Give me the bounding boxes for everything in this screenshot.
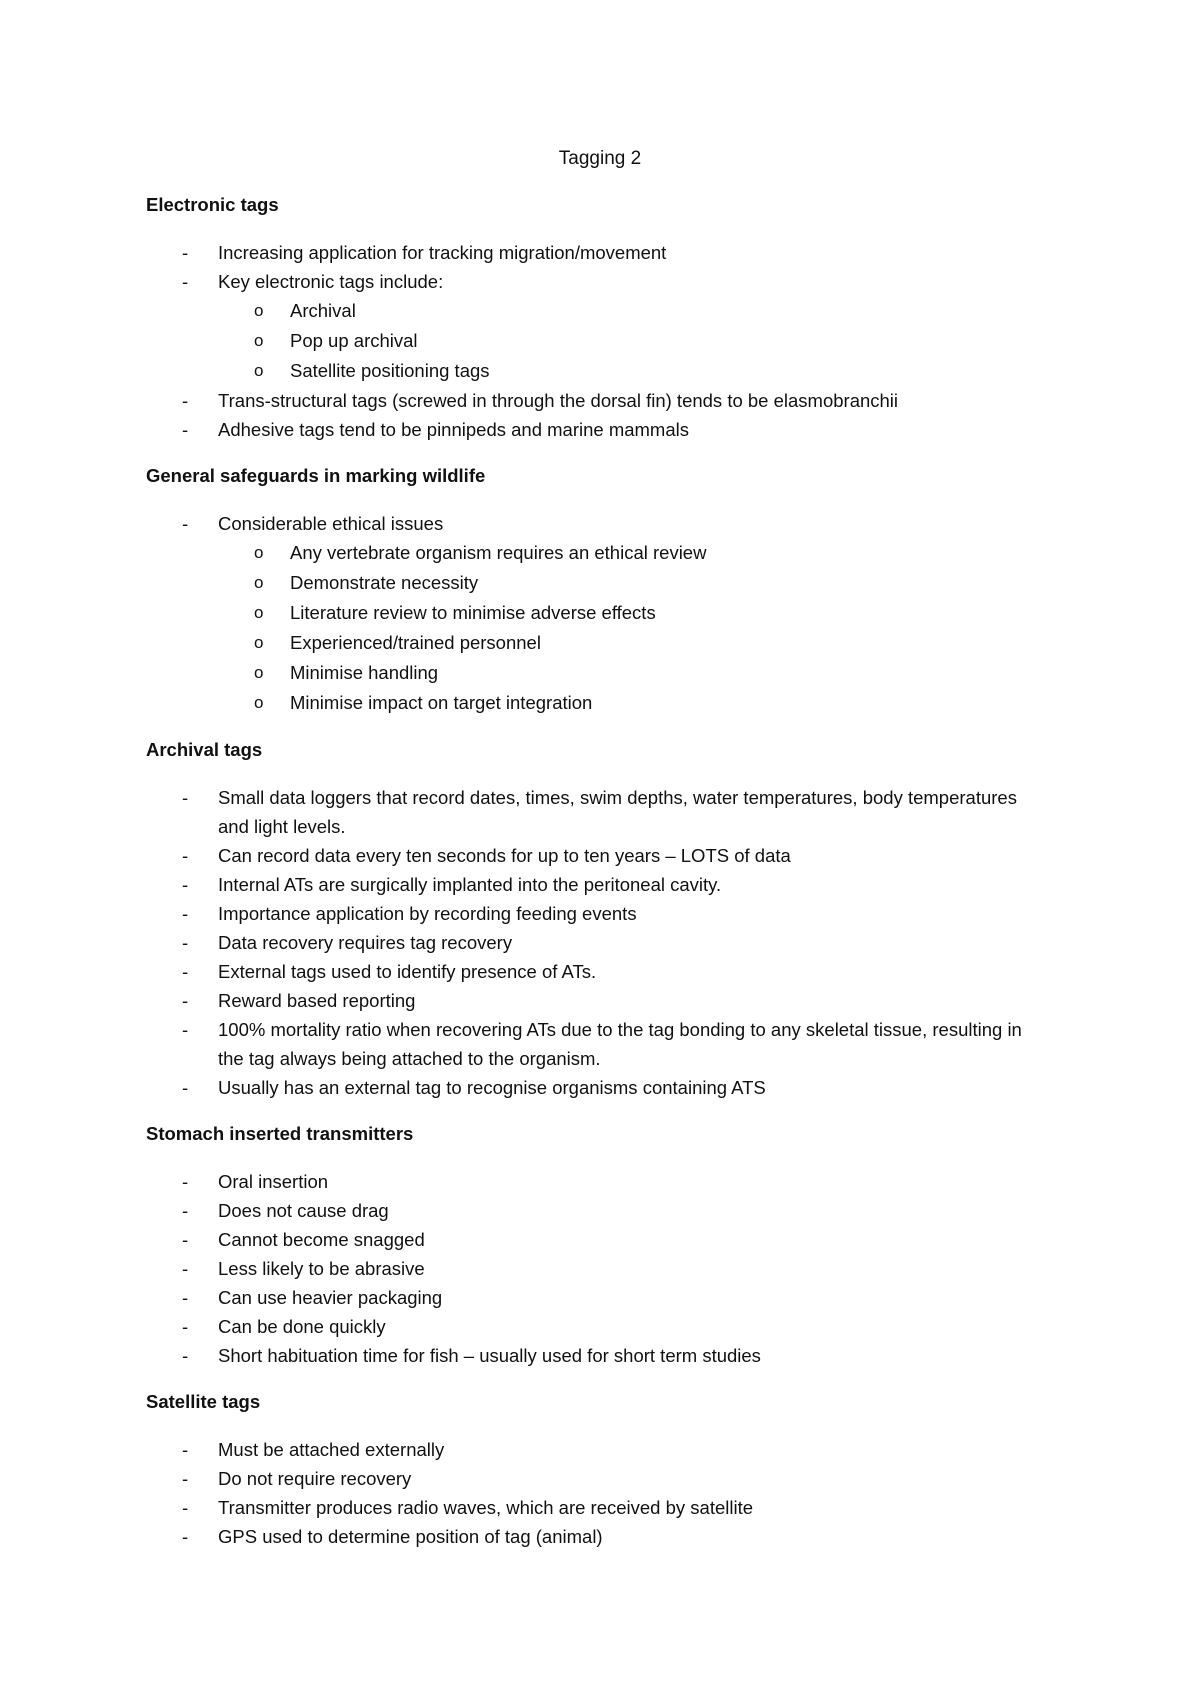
list-item-text: Usually has an external tag to recognise organisms containing ATS [218,1077,766,1098]
dash-bullet-icon: - [182,1287,189,1308]
section [146,738,1046,1102]
dash-bullet-icon: - [182,1316,189,1337]
list-item-text: Key electronic tags include: [218,271,444,292]
circle-bullet-icon: o [254,663,264,682]
dash-bullet-icon: - [182,419,189,440]
list-item-text: Data recovery requires tag recovery [218,932,513,953]
dash-bullet-icon: - [182,1077,189,1098]
dash-bullet-icon: - [182,1345,189,1366]
dash-bullet-icon: - [182,874,189,895]
circle-bullet-icon: o [254,361,264,380]
dash-bullet-icon: - [182,1258,189,1279]
list-item [146,783,1046,841]
list-item-text: Less likely to be abrasive [218,1258,425,1279]
circle-bullet-icon: o [254,573,264,592]
bullet-list [146,238,1046,444]
list-item-text: Can be done quickly [218,1316,386,1337]
list-item-text: Can record data every ten seconds for up to ten years – LOTS of data [218,845,791,866]
list-item-text: Transmitter produces radio waves, which are received by satellite [218,1497,754,1518]
list-item [146,1167,1046,1196]
list-item [146,509,1046,718]
sub-list-item [254,568,1046,598]
list-item [146,238,1046,267]
dash-bullet-icon: - [182,1439,189,1460]
list-item [146,899,1046,928]
section-heading: General safeguards in marking wildlife [146,465,486,486]
sub-list-item-text: Any vertebrate organism requires an ethical review [290,542,707,563]
list-item-text: Internal ATs are surgically implanted into the peritoneal cavity. [218,874,722,895]
sub-list-item-text: Minimise impact on target integration [290,692,593,713]
sub-bullet-list [218,296,1046,386]
list-item [146,1435,1046,1464]
list-item-text: Trans-structural tags (screwed in through the dorsal fin) tends to be elasmobranchii [218,390,899,411]
list-item [146,1341,1046,1370]
dash-bullet-icon: - [182,242,189,263]
list-item-text: Small data loggers that record dates, times, swim depths, water temperatures, body temperatures and light levels. [218,787,1017,837]
dash-bullet-icon: - [182,1526,189,1547]
list-item [146,267,1046,386]
list-item [146,1073,1046,1102]
section-heading: Stomach inserted transmitters [146,1123,414,1144]
sub-bullet-list [218,538,1046,718]
list-item-text: Short habituation time for fish – usually used for short term studies [218,1345,761,1366]
list-item [146,1464,1046,1493]
list-item-text: 100% mortality ratio when recovering ATs due to the tag bonding to any skeletal tissue, resulting in the tag always being attached to the organism. [218,1019,1022,1069]
section [146,1122,1046,1370]
list-item-text: Do not require recovery [218,1468,412,1489]
section [146,464,1046,718]
dash-bullet-icon: - [182,990,189,1011]
list-item [146,928,1046,957]
dash-bullet-icon: - [182,1497,189,1518]
list-item [146,1312,1046,1341]
sub-list-item-text: Satellite positioning tags [290,360,490,381]
list-item [146,1254,1046,1283]
list-item-text: External tags used to identify presence of ATs. [218,961,597,982]
sub-list-item [254,658,1046,688]
dash-bullet-icon: - [182,787,189,808]
sub-list-item [254,326,1046,356]
sub-list-item [254,296,1046,326]
list-item [146,1283,1046,1312]
document-title: Tagging 2 [558,148,642,169]
circle-bullet-icon: o [254,633,264,652]
list-item [146,1225,1046,1254]
list-item [146,1196,1046,1225]
sub-list-item-text: Minimise handling [290,662,439,683]
list-item [146,415,1046,444]
section-heading: Archival tags [146,739,263,760]
list-item [146,986,1046,1015]
list-item-text: Can use heavier packaging [218,1287,443,1308]
bullet-list [146,509,1046,718]
list-item [146,957,1046,986]
dash-bullet-icon: - [182,961,189,982]
sub-list-item-text: Archival [290,300,356,321]
list-item [146,1015,1046,1073]
bullet-list [146,1435,1046,1551]
circle-bullet-icon: o [254,301,264,320]
document-body [146,193,1046,1571]
list-item-text: Cannot become snagged [218,1229,425,1250]
section [146,1390,1046,1551]
dash-bullet-icon: - [182,513,189,534]
dash-bullet-icon: - [182,1229,189,1250]
list-item-text: GPS used to determine position of tag (animal) [218,1526,603,1547]
dash-bullet-icon: - [182,845,189,866]
sub-list-item [254,628,1046,658]
sub-list-item-text: Demonstrate necessity [290,572,479,593]
sub-list-item [254,356,1046,386]
list-item [146,870,1046,899]
list-item-text: Oral insertion [218,1171,329,1192]
sub-list-item-text: Experienced/trained personnel [290,632,541,653]
list-item-text: Importance application by recording feeding events [218,903,637,924]
section-heading: Satellite tags [146,1391,261,1412]
sub-list-item [254,538,1046,568]
sub-list-item [254,688,1046,718]
circle-bullet-icon: o [254,543,264,562]
dash-bullet-icon: - [182,271,189,292]
circle-bullet-icon: o [254,331,264,350]
list-item-text: Considerable ethical issues [218,513,444,534]
section [146,193,1046,444]
section-heading: Electronic tags [146,194,279,215]
dash-bullet-icon: - [182,1019,189,1040]
list-item-text: Must be attached externally [218,1439,445,1460]
list-item [146,1493,1046,1522]
dash-bullet-icon: - [182,1468,189,1489]
list-item-text: Increasing application for tracking migration/movement [218,242,667,263]
circle-bullet-icon: o [254,693,264,712]
dash-bullet-icon: - [182,1171,189,1192]
sub-list-item-text: Literature review to minimise adverse effects [290,602,656,623]
dash-bullet-icon: - [182,1200,189,1221]
list-item [146,1522,1046,1551]
list-item [146,841,1046,870]
list-item-text: Reward based reporting [218,990,416,1011]
list-item-text: Does not cause drag [218,1200,389,1221]
sub-list-item [254,598,1046,628]
list-item [146,386,1046,415]
dash-bullet-icon: - [182,932,189,953]
circle-bullet-icon: o [254,603,264,622]
sub-list-item-text: Pop up archival [290,330,418,351]
bullet-list [146,1167,1046,1370]
bullet-list [146,783,1046,1102]
dash-bullet-icon: - [182,390,189,411]
dash-bullet-icon: - [182,903,189,924]
list-item-text: Adhesive tags tend to be pinnipeds and marine mammals [218,419,689,440]
